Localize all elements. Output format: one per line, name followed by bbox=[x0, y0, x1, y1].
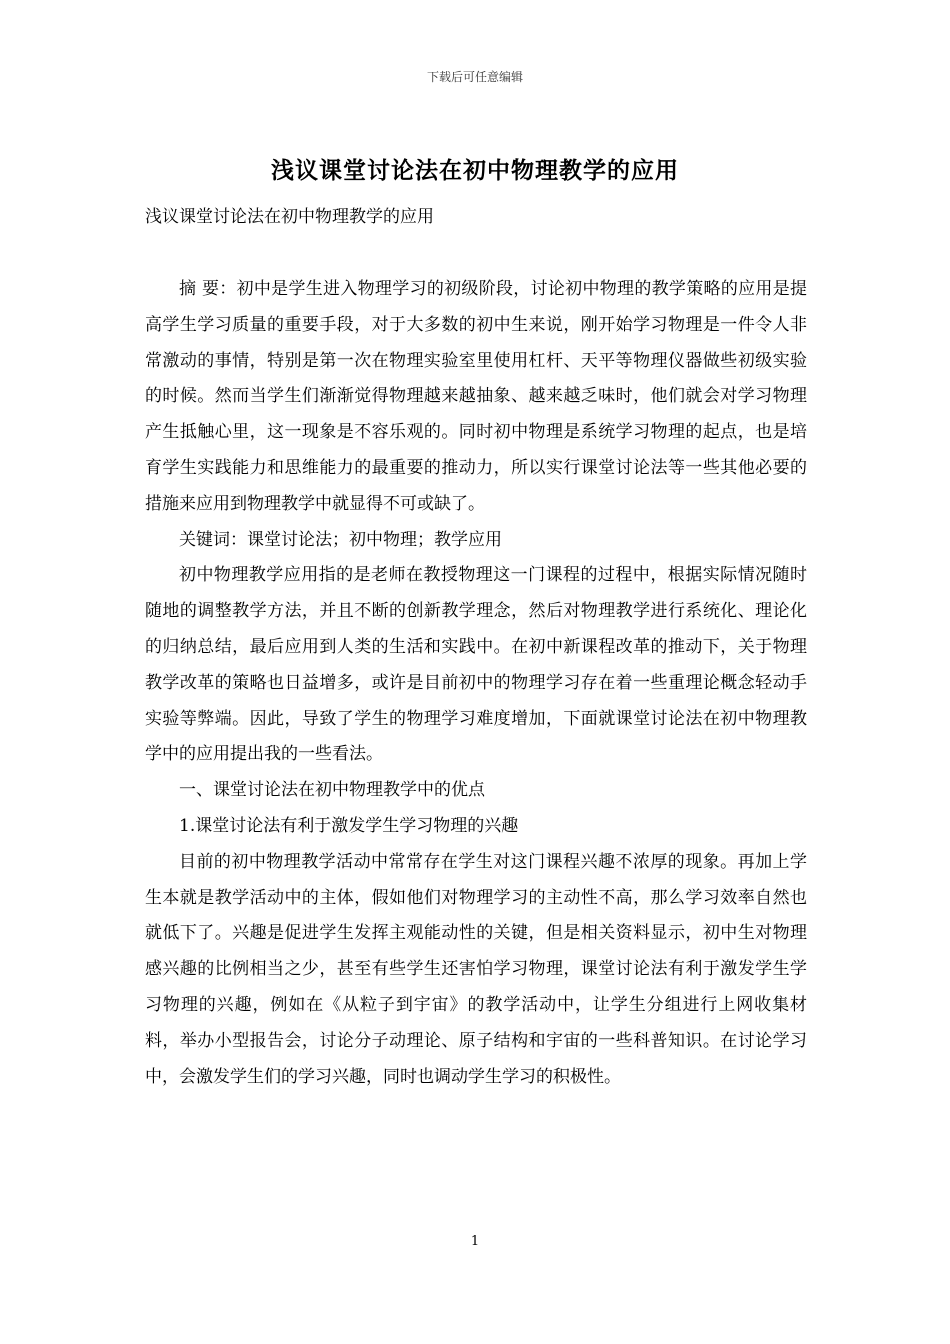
document-body bbox=[145, 272, 807, 1095]
section-heading: 一、课堂讨论法在初中物理教学中的优点 bbox=[179, 780, 485, 801]
document-subtitle: 浅议课堂讨论法在初中物理教学的应用 bbox=[145, 207, 434, 227]
page-number: 1 bbox=[470, 1234, 480, 1249]
intro-paragraph: 初中物理教学应用指的是老师在教授物理这一门课程的过程中，根据实际情况随时随地的调整教学方法，并且不断的创新教学理念，然后对物理教学进行系统化、理论化的归纳总结，最后应用到人类的生活和实践中。在初中新课程改革的推动下，关于物理教学改革的策略也日益增多，或许是目前初中的物理学习存在着一些重理论概念轻动手实验等弊端。因此，导致了学生的物理学习难度增加，下面就课堂讨论法在初中物理教学中的应用提出我的一些看法。 bbox=[145, 565, 807, 765]
body-paragraph: 目前的初中物理教学活动中常常存在学生对这门课程兴趣不浓厚的现象。再加上学生本就是教学活动中的主体，假如他们对物理学习的主动性不高，那么学习效率自然也就低下了。兴趣是促进学生发挥主观能动性的关键，但是相关资料显示，初中生对物理感兴趣的比例相当之少，甚至有些学生还害怕学习物理，课堂讨论法有利于激发学生学习物理的兴趣，例如在《从粒子到宇宙》的教学活动中，让学生分组进行上网收集材料，举办小型报告会，讨论分子动理论、原子结构和宇宙的一些科普知识。在讨论学习中，会激发学生们的学习兴趣，同时也调动学生学习的积极性。 bbox=[145, 851, 807, 1087]
document-title: 浅议课堂讨论法在初中物理教学的应用 bbox=[271, 157, 679, 184]
keywords-paragraph: 关键词：课堂讨论法；初中物理；教学应用 bbox=[179, 529, 502, 550]
header-note: 下载后可任意编辑 bbox=[426, 70, 523, 84]
subsection-heading: 1.课堂讨论法有利于激发学生学习物理的兴趣 bbox=[179, 815, 519, 836]
abstract-paragraph: 摘 要：初中是学生进入物理学习的初级阶段，讨论初中物理的教学策略的应用是提高学生学习质量的重要手段，对于大多数的初中生来说，刚开始学习物理是一件令人非常激动的事情，特别是第一次在物理实验室里使用杠杆、天平等物理仪器做些初级实验的时候。然而当学生们渐渐觉得物理越来越抽象、越来越乏味时，他们就会对学习物理产生抵触心里，这一现象是不容乐观的。同时初中物理是系统学习物理的起点，也是培育学生实践能力和思维能力的最重要的推动力，所以实行课堂讨论法等一些其他必要的措施来应用到物理教学中就显得不可或缺了。 bbox=[145, 279, 807, 514]
